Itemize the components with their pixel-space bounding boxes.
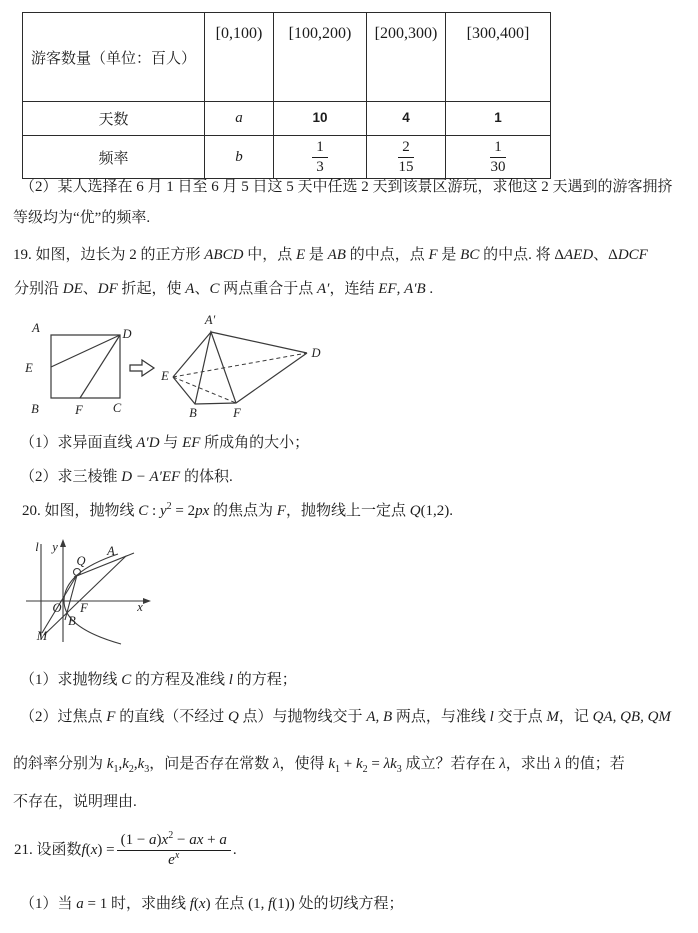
table-cell-days-2: 4 bbox=[367, 102, 446, 136]
label-B: B bbox=[68, 614, 76, 628]
y-axis-arrow-icon bbox=[60, 539, 66, 547]
label-M: M bbox=[36, 629, 48, 643]
label-D2: D bbox=[311, 346, 321, 360]
table-cell-interval-0: [0,100) bbox=[205, 13, 274, 102]
p20-question2-line3: 不存在，说明理由. bbox=[13, 794, 137, 810]
table-cell-freq-3: $\frac{1}{30}$ bbox=[446, 136, 551, 179]
table-cell-days-0: a bbox=[205, 102, 274, 136]
p18-part2-line1: （2）某人选择在 6 月 1 日至 6 月 5 日这 5 天中任选 2 天到该景区游玩，求他这 2 天遇到的游客拥挤 bbox=[20, 179, 673, 195]
x-axis-arrow-icon bbox=[143, 598, 151, 604]
p20-question2-line2: 的斜率分别为 $k_1,k_2,k_3$，问是否存在常数 λ，使得 $k_1 + k_2 = \lambda k_3$ 成立？若存在 λ，求出 λ 的值；若 bbox=[13, 756, 625, 775]
label-F: F bbox=[80, 601, 88, 615]
p21-question1: （1）当 a = 1 时，求曲线 f(x) 在点 (1, f(1)) 处的切线方程； bbox=[20, 896, 404, 912]
label-A: A bbox=[107, 544, 115, 558]
frequency-table bbox=[22, 12, 551, 179]
table-cell-days-1: 10 bbox=[274, 102, 367, 136]
label-O: O bbox=[52, 601, 62, 615]
p20-stem: 20. 如图，抛物线 C : $y^2 = 2px$ 的焦点为 F，抛物线上一定点 Q(1,2). bbox=[22, 501, 454, 519]
label-D: D bbox=[122, 327, 132, 341]
base-edges bbox=[173, 353, 307, 404]
hidden-edge-ED bbox=[173, 353, 307, 377]
table-row-days bbox=[23, 102, 551, 136]
table-cell-freq-0: b bbox=[205, 136, 274, 179]
p19-stem-line2: 分别沿 DE、DF 折起，使 A、C 两点重合于点 A′，连结 EF, A′B . bbox=[14, 281, 434, 297]
p18-part2-line2: 等级均为“优”的频率. bbox=[13, 210, 151, 226]
parabola-curve bbox=[64, 554, 121, 644]
table-cell-interval-1: [100,200) bbox=[274, 13, 367, 102]
hidden-edge-EF bbox=[173, 377, 236, 403]
label-directrix-l: l bbox=[35, 540, 39, 554]
point-Q-marker bbox=[74, 569, 81, 576]
table-cell-interval-3: [300,400] bbox=[446, 13, 551, 102]
label-A-prime: A′ bbox=[204, 313, 216, 327]
label-F2: F bbox=[233, 406, 241, 420]
p19-question2: （2）求三棱锥 D − A′EF 的体积. bbox=[20, 469, 233, 485]
p21-stem: 21. 设函数 f ( x ) = $\frac{(1 - a)x^2 - ax + a}{e^x}$ . bbox=[14, 830, 237, 868]
table-cell-days-3: 1 bbox=[446, 102, 551, 136]
p20-question2-line1: （2）过焦点 F 的直线（不经过 Q 点）与抛物线交于 A, B 两点，与准线 l 交于点 M，记 QA, QB, QM bbox=[20, 709, 671, 725]
label-E2: E bbox=[161, 369, 169, 383]
tetrahedron-figure bbox=[173, 332, 307, 404]
label-C: C bbox=[112, 401, 122, 415]
table-cell-freq-1: $\frac{1}{3}$ bbox=[274, 136, 367, 179]
label-B2: B bbox=[189, 406, 197, 420]
square-figure bbox=[51, 335, 120, 398]
table-cell-row-label: 游客数量（单位：百人） bbox=[23, 13, 205, 102]
table-cell-interval-2: [200,300) bbox=[367, 13, 446, 102]
figure-20-parabola-diagram bbox=[18, 536, 168, 651]
table-row-intervals bbox=[23, 13, 551, 102]
label-B: B bbox=[31, 402, 39, 416]
label-E: E bbox=[25, 361, 33, 375]
table-row-frequency bbox=[23, 136, 551, 179]
tetrahedron-labels bbox=[160, 313, 320, 420]
p19-question1: （1）求异面直线 A′D 与 EF 所成角的大小； bbox=[20, 435, 310, 451]
table-cell-freq-label: 频率 bbox=[23, 136, 205, 179]
fold-arrow-icon bbox=[130, 360, 154, 376]
table-cell-freq-2: $\frac{2}{15}$ bbox=[367, 136, 446, 179]
table-cell-days-label: 天数 bbox=[23, 102, 205, 136]
label-Q: Q bbox=[76, 554, 86, 568]
label-A: A bbox=[32, 321, 40, 335]
figure-19-fold-diagram bbox=[18, 306, 363, 424]
p19-stem-line1: 19. 如图，边长为 2 的正方形 ABCD 中，点 E 是 AB 的中点，点 F 是 BC 的中点. 将 ΔAED、ΔDCF bbox=[13, 247, 648, 263]
p20-question1: （1）求抛物线 C 的方程及准线 l 的方程； bbox=[20, 672, 297, 688]
edges-from-apex bbox=[173, 332, 307, 404]
label-x: x bbox=[137, 600, 143, 614]
label-F: F bbox=[75, 403, 83, 417]
label-y: y bbox=[52, 540, 58, 554]
